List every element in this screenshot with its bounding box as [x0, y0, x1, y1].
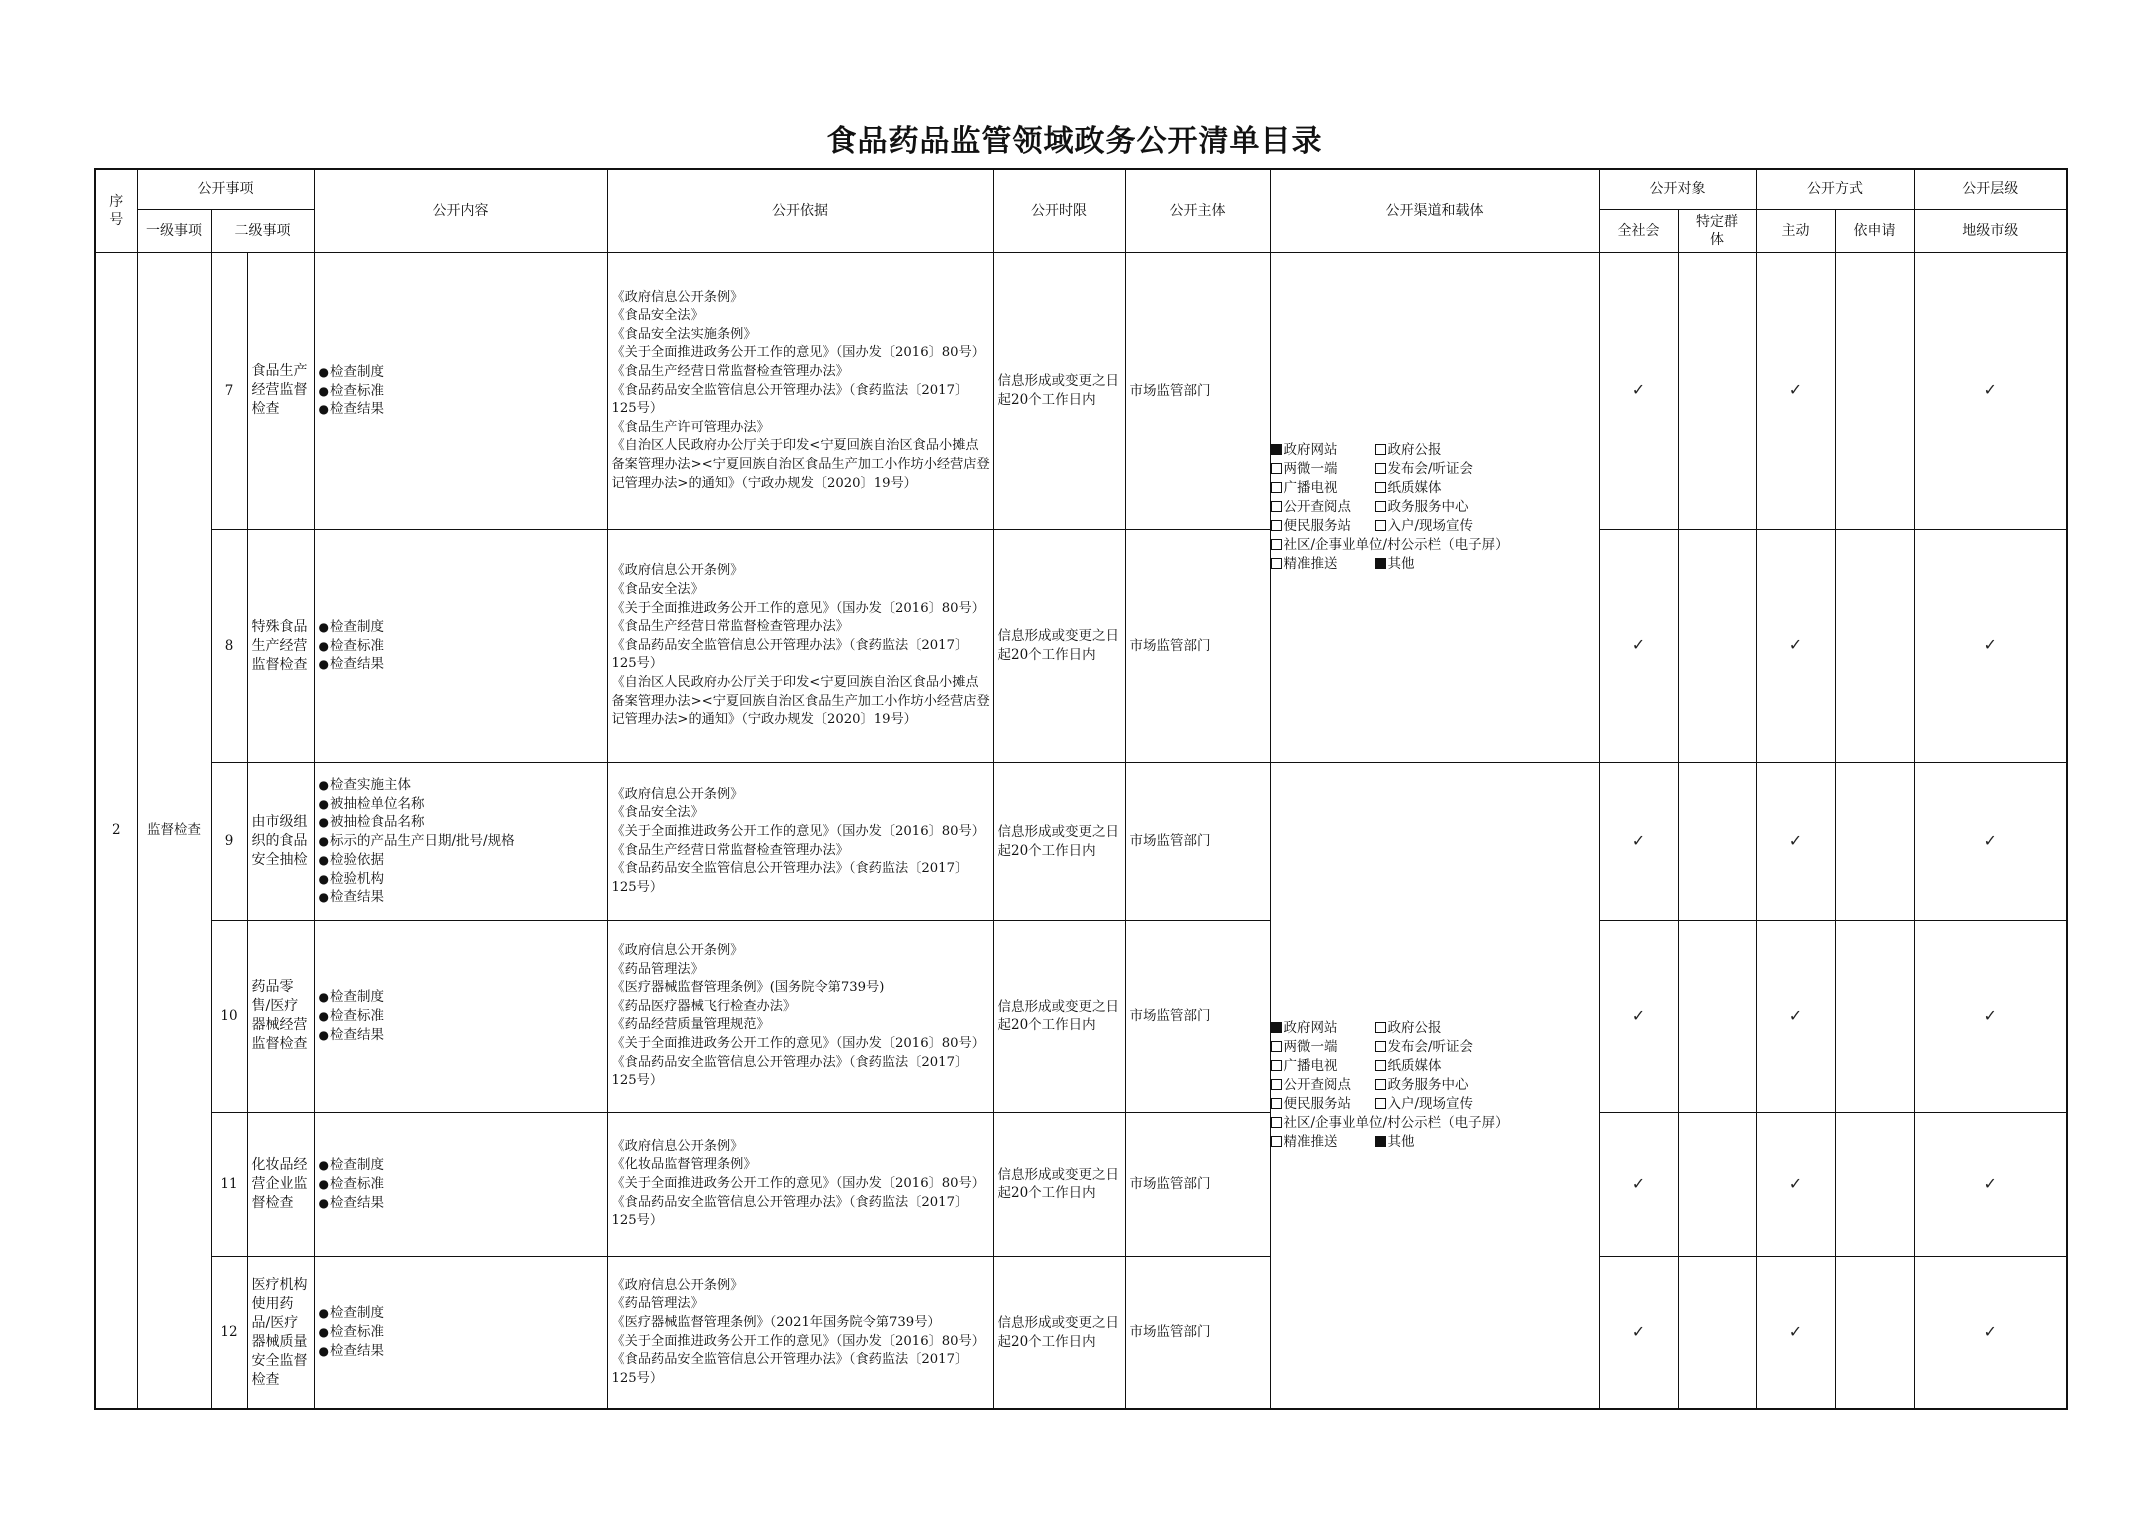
channel-label: 其他: [1387, 555, 1415, 572]
content-item: ● 检查结果: [319, 1026, 607, 1045]
row-basis: [607, 1257, 993, 1409]
checked-box-icon: [1375, 558, 1386, 569]
basis-item: 《关于全面推进政务公开工作的意见》（国办发〔2016〕80号）: [611, 1333, 985, 1349]
channel-label: 公开查阅点: [1283, 498, 1351, 515]
content-item: ● 被抽检食品名称: [319, 813, 607, 832]
cell-on-request: [1835, 762, 1914, 920]
check-mark-icon: ✓: [1983, 830, 1997, 850]
channel-option: [1271, 1095, 1375, 1114]
cell-city-level: [1914, 252, 2067, 530]
channel-option: [1375, 1095, 1474, 1114]
unchecked-box-icon: [1375, 501, 1386, 512]
channel-option: [1271, 479, 1375, 498]
channel-label: 两微一端: [1283, 1038, 1338, 1055]
row-content: [314, 530, 607, 763]
check-mark-icon: ✓: [1631, 1321, 1646, 1341]
basis-item: 《政府信息公开条例》: [611, 786, 744, 802]
unchecked-box-icon: [1271, 558, 1282, 569]
channel-row: [1271, 441, 1599, 460]
basis-list: [608, 289, 993, 494]
channel-label: 政府公报: [1387, 441, 1442, 458]
basis-item: 《政府信息公开条例》: [611, 563, 744, 579]
channel-option: [1271, 1114, 1509, 1133]
unchecked-box-icon: [1271, 1098, 1282, 1109]
check-mark-icon: ✓: [1983, 1321, 1997, 1341]
cell-on-request: [1835, 921, 1914, 1112]
row-subject: 市场监管部门: [1125, 252, 1270, 530]
header-basis: 公开依据: [607, 169, 993, 252]
content-item: ● 检查制度: [319, 363, 607, 382]
unchecked-box-icon: [1271, 1060, 1282, 1071]
channel-row: [1271, 1038, 1599, 1057]
unchecked-box-icon: [1271, 501, 1282, 512]
channel-label: 政务服务中心: [1387, 1076, 1469, 1093]
check-mark-icon: ✓: [1788, 1321, 1803, 1341]
table-row: [95, 762, 2067, 920]
row-subject: 市场监管部门: [1125, 1112, 1270, 1256]
unchecked-box-icon: [1375, 1079, 1386, 1090]
row-number: 12: [211, 1257, 247, 1409]
unchecked-box-icon: [1375, 1041, 1386, 1052]
channel-label: 政府网站: [1283, 1019, 1338, 1036]
row-time-limit: 信息形成或变更之日起20个工作日内: [993, 1112, 1125, 1256]
channel-label: 其他: [1387, 1133, 1415, 1150]
table-row: [95, 1257, 2067, 1409]
channel-label: 纸质媒体: [1387, 479, 1442, 496]
channel-label: 政府公报: [1387, 1019, 1442, 1036]
check-mark-icon: ✓: [1631, 635, 1646, 655]
basis-item: 《食品安全法实施条例》: [611, 326, 757, 342]
content-item: ● 检查标准: [319, 637, 607, 656]
header-time-limit: 公开时限: [993, 169, 1125, 252]
row-item: 医疗机构使用药品/医疗器械质量安全监督检查: [247, 1257, 314, 1409]
basis-item: 《政府信息公开条例》: [611, 943, 744, 959]
channel-option: [1271, 1019, 1375, 1038]
cell-specific-group: [1678, 252, 1756, 530]
content-list: [315, 776, 607, 907]
channel-option: [1375, 555, 1415, 574]
check-mark-icon: ✓: [1983, 1173, 1997, 1193]
cell-specific-group: [1678, 1257, 1756, 1409]
basis-item: 《医疗器械监督管理条例》（2021年国务院令第739号）: [611, 1314, 941, 1330]
header-audience: 公开对象: [1599, 169, 1756, 209]
row-item: 药品零售/医疗器械经营监督检查: [247, 921, 314, 1112]
channel-label: 广播电视: [1283, 479, 1338, 496]
channel-option: [1271, 1076, 1375, 1095]
row-content: [314, 252, 607, 530]
channel-option: [1271, 460, 1375, 479]
content-item: ● 检查标准: [319, 1007, 607, 1026]
row-number: 7: [211, 252, 247, 530]
header-audience-specific: 特定群体: [1678, 209, 1756, 252]
table-row: [95, 252, 2067, 530]
cell-on-request: [1835, 252, 1914, 530]
row-basis: [607, 762, 993, 920]
basis-item: 《食品药品安全监管信息公开管理办法》（食药监法〔2017〕125号）: [611, 382, 969, 417]
content-item: ● 检查制度: [319, 618, 607, 637]
basis-item: 《食品安全法》: [611, 805, 704, 821]
cell-active: [1756, 1112, 1835, 1256]
cell-active: [1756, 252, 1835, 530]
content-item: ● 被抽检单位名称: [319, 795, 607, 814]
header-method: 公开方式: [1756, 169, 1914, 209]
check-mark-icon: ✓: [1631, 1173, 1646, 1193]
channel-row: [1271, 1076, 1599, 1095]
basis-item: 《食品药品安全监管信息公开管理办法》（食药监法〔2017〕125号）: [611, 637, 969, 672]
channel-option: [1375, 1019, 1442, 1038]
basis-item: 《食品生产经营日常监督检查管理办法》: [611, 363, 849, 379]
content-item: ● 检验机构: [319, 870, 607, 889]
check-mark-icon: ✓: [1631, 830, 1646, 850]
group-level1: 监督检查: [137, 252, 211, 1409]
row-basis: [607, 921, 993, 1112]
content-item: ● 检查结果: [319, 655, 607, 674]
basis-item: 《食品安全法》: [611, 308, 704, 324]
basis-item: 《食品安全法》: [611, 581, 704, 597]
channel-label: 公开查阅点: [1283, 1076, 1351, 1093]
channel-row: [1271, 517, 1599, 536]
basis-item: 《关于全面推进政务公开工作的意见》（国办发〔2016〕80号）: [611, 823, 985, 839]
row-content: [314, 921, 607, 1112]
row-time-limit: 信息形成或变更之日起20个工作日内: [993, 530, 1125, 763]
basis-list: [608, 1138, 993, 1231]
content-list: [315, 988, 607, 1044]
cell-city-level: [1914, 1257, 2067, 1409]
content-item: ● 检查制度: [319, 988, 607, 1007]
header-subject: 公开主体: [1125, 169, 1270, 252]
basis-item: 《食品药品安全监管信息公开管理办法》（食药监法〔2017〕125号）: [611, 1352, 969, 1386]
content-item: ● 检查结果: [319, 400, 607, 419]
check-mark-icon: ✓: [1788, 1173, 1803, 1193]
row-time-limit: 信息形成或变更之日起20个工作日内: [993, 252, 1125, 530]
row-time-limit: 信息形成或变更之日起20个工作日内: [993, 921, 1125, 1112]
cell-specific-group: [1678, 530, 1756, 763]
basis-item: 《食品药品安全监管信息公开管理办法》（食药监法〔2017〕125号）: [611, 1194, 969, 1229]
row-subject: 市场监管部门: [1125, 921, 1270, 1112]
channels-cell: [1270, 762, 1599, 1409]
unchecked-box-icon: [1375, 1098, 1386, 1109]
cell-all-society: [1599, 1112, 1678, 1256]
row-subject: 市场监管部门: [1125, 530, 1270, 763]
basis-item: 《自治区人民政府办公厅关于印发<宁夏回族自治区食品小摊点备案管理办法><宁夏回族自治区食品生产加工小作坊小经营店登记管理办法>的通知》（宁政办规发〔2020〕19号）: [611, 674, 990, 728]
table-row: [95, 530, 2067, 763]
cell-active: [1756, 762, 1835, 920]
channel-label: 两微一端: [1283, 460, 1338, 477]
table-row: [95, 1112, 2067, 1256]
cell-city-level: [1914, 530, 2067, 763]
channel-row: [1271, 1019, 1599, 1038]
basis-list: [608, 786, 993, 898]
channel-row: [1271, 460, 1599, 479]
basis-item: 《食品生产许可管理办法》: [611, 419, 770, 435]
channel-option: [1375, 517, 1474, 536]
row-item: 食品生产经营监督检查: [247, 252, 314, 530]
channel-label: 入户/现场宣传: [1387, 517, 1474, 534]
unchecked-box-icon: [1375, 463, 1386, 474]
unchecked-box-icon: [1271, 463, 1282, 474]
header-matters: 公开事项: [137, 169, 314, 209]
check-mark-icon: ✓: [1983, 635, 1997, 655]
basis-item: 《自治区人民政府办公厅关于印发<宁夏回族自治区食品小摊点备案管理办法><宁夏回族自治区食品生产加工小作坊小经营店登记管理办法>的通知》（宁政办规发〔2020〕19号）: [611, 438, 990, 491]
content-list: [315, 1304, 607, 1360]
cell-all-society: [1599, 921, 1678, 1112]
cell-all-society: [1599, 530, 1678, 763]
unchecked-box-icon: [1271, 520, 1282, 531]
row-number: 8: [211, 530, 247, 763]
content-list: [315, 618, 607, 674]
unchecked-box-icon: [1271, 482, 1282, 493]
channel-row: [1271, 1095, 1599, 1114]
cell-all-society: [1599, 762, 1678, 920]
row-number: 9: [211, 762, 247, 920]
basis-list: [608, 942, 993, 1091]
channel-option: [1375, 460, 1474, 479]
basis-item: 《化妆品监督管理条例》: [611, 1157, 757, 1173]
basis-item: 《药品管理法》: [611, 961, 704, 977]
table-row: [95, 921, 2067, 1112]
check-mark-icon: ✓: [1788, 635, 1803, 655]
content-item: ● 检查制度: [319, 1156, 607, 1175]
channel-label: 纸质媒体: [1387, 1057, 1442, 1074]
cell-specific-group: [1678, 762, 1756, 920]
channel-option: [1375, 1133, 1415, 1152]
channel-label: 精准推送: [1283, 555, 1338, 572]
basis-item: 《食品药品安全监管信息公开管理办法》（食药监法〔2017〕125号）: [611, 861, 969, 895]
check-mark-icon: ✓: [1631, 380, 1646, 399]
header-tier: 公开层级: [1914, 169, 2067, 209]
header-level1: 一级事项: [137, 209, 211, 252]
unchecked-box-icon: [1271, 1041, 1282, 1052]
group-seq: 2: [95, 252, 137, 1409]
row-item: 由市级组织的食品安全抽检: [247, 762, 314, 920]
basis-item: 《政府信息公开条例》: [611, 1277, 744, 1293]
channels-cell: [1270, 252, 1599, 762]
channel-option: [1271, 555, 1375, 574]
content-item: ● 检验依据: [319, 851, 607, 870]
row-subject: 市场监管部门: [1125, 762, 1270, 920]
check-mark-icon: ✓: [1788, 1005, 1803, 1025]
disclosure-table: [94, 168, 2068, 1410]
unchecked-box-icon: [1375, 520, 1386, 531]
basis-item: 《关于全面推进政务公开工作的意见》（国办发〔2016〕80号）: [611, 1176, 985, 1192]
channel-row: [1271, 1133, 1599, 1152]
header-channels: 公开渠道和载体: [1270, 169, 1599, 252]
check-mark-icon: ✓: [1983, 380, 1997, 399]
cell-active: [1756, 921, 1835, 1112]
cell-specific-group: [1678, 1112, 1756, 1256]
channel-label: 社区/企事业单位/村公示栏（电子屏）: [1283, 1114, 1509, 1131]
cell-on-request: [1835, 530, 1914, 763]
basis-list: [608, 1277, 993, 1389]
unchecked-box-icon: [1375, 1022, 1386, 1033]
content-item: ● 标示的产品生产日期/批号/规格: [319, 832, 607, 851]
cell-city-level: [1914, 921, 2067, 1112]
basis-item: 《政府信息公开条例》: [611, 289, 744, 305]
unchecked-box-icon: [1271, 1079, 1282, 1090]
channel-option: [1375, 479, 1442, 498]
channel-label: 社区/企事业单位/村公示栏（电子屏）: [1283, 536, 1509, 553]
content-item: ● 检查结果: [319, 1194, 607, 1213]
cell-on-request: [1835, 1257, 1914, 1409]
unchecked-box-icon: [1375, 1060, 1386, 1071]
channel-row: [1271, 536, 1599, 555]
row-number: 11: [211, 1112, 247, 1256]
content-item: ● 检查实施主体: [319, 776, 607, 795]
unchecked-box-icon: [1375, 444, 1386, 455]
check-mark-icon: ✓: [1788, 830, 1803, 850]
channel-option: [1375, 1057, 1442, 1076]
channel-option: [1271, 536, 1509, 555]
basis-item: 《药品医疗器械飞行检查办法》: [611, 998, 797, 1014]
unchecked-box-icon: [1375, 482, 1386, 493]
header-level2: 二级事项: [211, 209, 314, 252]
channel-option: [1375, 498, 1469, 517]
channel-row: [1271, 498, 1599, 517]
row-item: 化妆品经营企业监督检查: [247, 1112, 314, 1256]
row-subject: 市场监管部门: [1125, 1257, 1270, 1409]
row-item: 特殊食品生产经营监督检查: [247, 530, 314, 763]
row-basis: [607, 530, 993, 763]
channel-label: 政府网站: [1283, 441, 1338, 458]
content-item: ● 检查标准: [319, 1175, 607, 1194]
unchecked-box-icon: [1271, 539, 1282, 550]
row-basis: [607, 1112, 993, 1256]
channel-row: [1271, 1057, 1599, 1076]
channel-label: 入户/现场宣传: [1387, 1095, 1474, 1112]
header-seq: 序号: [95, 169, 137, 252]
cell-all-society: [1599, 1257, 1678, 1409]
checked-box-icon: [1375, 1136, 1386, 1147]
basis-item: 《医疗器械监督管理条例》(国务院令第739号): [611, 980, 885, 996]
header-content: 公开内容: [314, 169, 607, 252]
content-item: ● 检查标准: [319, 382, 607, 401]
basis-item: 《关于全面推进政务公开工作的意见》（国办发〔2016〕80号）: [611, 1036, 985, 1052]
cell-specific-group: [1678, 921, 1756, 1112]
channel-option: [1271, 1038, 1375, 1057]
header-tier-city: 地级市级: [1914, 209, 2067, 252]
checked-box-icon: [1271, 444, 1282, 455]
row-time-limit: 信息形成或变更之日起20个工作日内: [993, 1257, 1125, 1409]
channel-option: [1375, 441, 1442, 460]
row-content: [314, 1112, 607, 1256]
channel-option: [1271, 498, 1375, 517]
cell-active: [1756, 1257, 1835, 1409]
channel-row: [1271, 1114, 1599, 1133]
channel-label: 发布会/听证会: [1387, 460, 1474, 477]
content-item: ● 检查制度: [319, 1304, 607, 1323]
checked-box-icon: [1271, 1022, 1282, 1033]
channel-label: 便民服务站: [1283, 517, 1351, 534]
header-method-request: 依申请: [1835, 209, 1914, 252]
row-number: 10: [211, 921, 247, 1112]
check-mark-icon: ✓: [1983, 1005, 1997, 1025]
basis-item: 《食品药品安全监管信息公开管理办法》（食药监法〔2017〕125号）: [611, 1054, 969, 1089]
channel-option: [1271, 1133, 1375, 1152]
content-list: [315, 363, 607, 419]
unchecked-box-icon: [1271, 1136, 1282, 1147]
channel-label: 发布会/听证会: [1387, 1038, 1474, 1055]
basis-item: 《关于全面推进政务公开工作的意见》（国办发〔2016〕80号）: [611, 600, 985, 616]
basis-list: [608, 562, 993, 729]
channel-label: 精准推送: [1283, 1133, 1338, 1150]
basis-item: 《药品管理法》: [611, 1296, 704, 1312]
header-method-active: 主动: [1756, 209, 1835, 252]
row-content: [314, 762, 607, 920]
channel-option: [1271, 1057, 1375, 1076]
check-mark-icon: ✓: [1788, 380, 1803, 399]
channel-option: [1271, 441, 1375, 460]
basis-item: 《药品经营质量管理规范》: [611, 1017, 770, 1033]
unchecked-box-icon: [1271, 1117, 1282, 1128]
header-audience-all: 全社会: [1599, 209, 1678, 252]
cell-city-level: [1914, 1112, 2067, 1256]
basis-item: 《政府信息公开条例》: [611, 1138, 744, 1154]
channel-label: 政务服务中心: [1387, 498, 1469, 515]
channel-option: [1375, 1076, 1469, 1095]
cell-on-request: [1835, 1112, 1914, 1256]
content-item: ● 检查结果: [319, 1342, 607, 1361]
row-time-limit: 信息形成或变更之日起20个工作日内: [993, 762, 1125, 920]
channel-row: [1271, 479, 1599, 498]
channel-option: [1271, 517, 1375, 536]
basis-item: 《食品生产经营日常监督检查管理办法》: [611, 619, 849, 635]
channel-row: [1271, 555, 1599, 574]
content-item: ● 检查结果: [319, 888, 607, 907]
page-title: 食品药品监管领域政务公开清单目录: [826, 124, 1323, 159]
content-item: ● 检查标准: [319, 1323, 607, 1342]
row-basis: [607, 252, 993, 530]
channel-option: [1375, 1038, 1474, 1057]
row-content: [314, 1257, 607, 1409]
cell-city-level: [1914, 762, 2067, 920]
content-list: [315, 1156, 607, 1212]
check-mark-icon: ✓: [1631, 1005, 1646, 1025]
cell-all-society: [1599, 252, 1678, 530]
channel-label: 便民服务站: [1283, 1095, 1351, 1112]
basis-item: 《食品生产经营日常监督检查管理办法》: [611, 842, 849, 858]
channel-label: 广播电视: [1283, 1057, 1338, 1074]
cell-active: [1756, 530, 1835, 763]
basis-item: 《关于全面推进政务公开工作的意见》（国办发〔2016〕80号）: [611, 345, 985, 361]
